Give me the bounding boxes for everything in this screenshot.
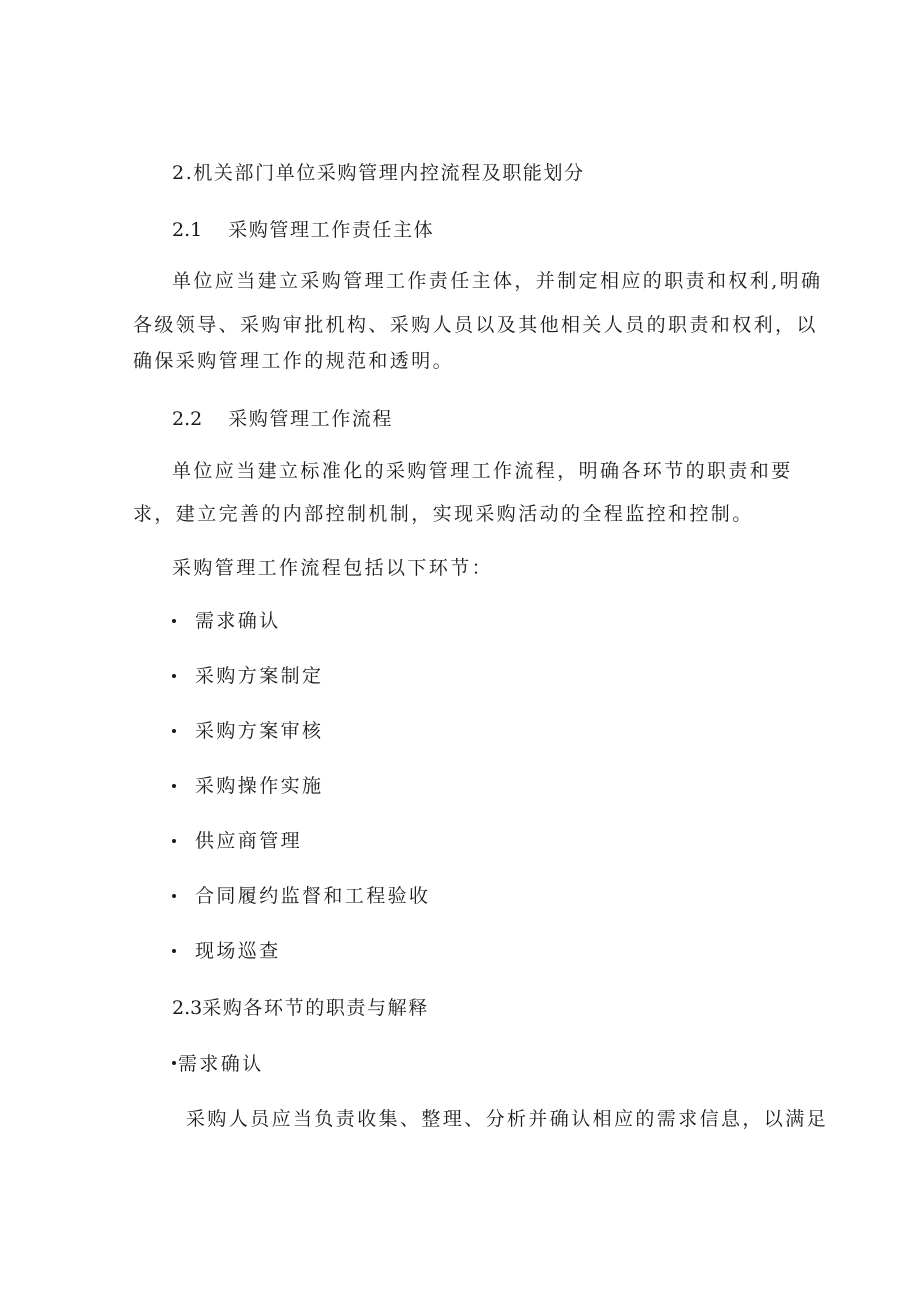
section-2-2-number: 2.2 — [172, 408, 203, 430]
section-2-3-title: 采购各环节的职责与解释 — [202, 997, 429, 1019]
bullet-icon — [172, 949, 176, 953]
process-intro: 采购管理工作流程包括以下环节： — [172, 557, 494, 579]
section-2-1-paragraph-line-2: 各级领导、采购审批机构、采购人员以及其他相关人员的职责和权利，以 — [133, 314, 818, 336]
list-item-label: 合同履约监督和工程验收 — [195, 885, 431, 907]
section-2-2-title: 采购管理工作流程 — [228, 408, 394, 430]
section-2-3-heading — [172, 995, 429, 1021]
bullet-icon — [172, 839, 176, 843]
list-item-label: 需求确认 — [195, 610, 281, 632]
list-item-label: 采购操作实施 — [195, 775, 324, 797]
bullet-icon — [172, 674, 176, 678]
section-2-3-number: 2.3 — [172, 997, 203, 1019]
bullet-icon — [172, 784, 176, 788]
section-2-2-heading — [172, 406, 393, 432]
sub-item-label: 需求确认 — [178, 1053, 264, 1075]
section-2-1-paragraph-line-1: 单位应当建立采购管理工作责任主体，并制定相应的职责和权利,明确 — [172, 270, 823, 292]
list-item-label: 采购方案制定 — [195, 665, 324, 687]
section-2-heading: 2.机关部门单位采购管理内控流程及职能划分 — [172, 162, 585, 184]
section-2-1-title: 采购管理工作责任主体 — [228, 219, 435, 241]
section-2-1-number: 2.1 — [172, 219, 203, 241]
section-2-3-paragraph-line-1: 采购人员应当负责收集、整理、分析并确认相应的需求信息，以满足 — [186, 1108, 829, 1130]
bullet-icon — [172, 1061, 176, 1065]
bullet-icon — [172, 619, 176, 623]
section-2-2-paragraph-line-1: 单位应当建立标准化的采购管理工作流程，明确各环节的职责和要 — [172, 460, 793, 482]
list-item-label: 供应商管理 — [195, 830, 303, 852]
bullet-icon — [172, 894, 176, 898]
section-2-1-paragraph-line-3: 确保采购管理工作的规范和透明。 — [133, 350, 455, 372]
list-item-label: 采购方案审核 — [195, 720, 324, 742]
list-item-label: 现场巡查 — [195, 940, 281, 962]
section-2-1-heading — [172, 217, 434, 243]
section-2-3-sub-item — [172, 1051, 264, 1077]
bullet-icon — [172, 729, 176, 733]
section-2-2-paragraph-line-2: 求，建立完善的内部控制机制，实现采购活动的全程监控和控制。 — [133, 503, 754, 525]
